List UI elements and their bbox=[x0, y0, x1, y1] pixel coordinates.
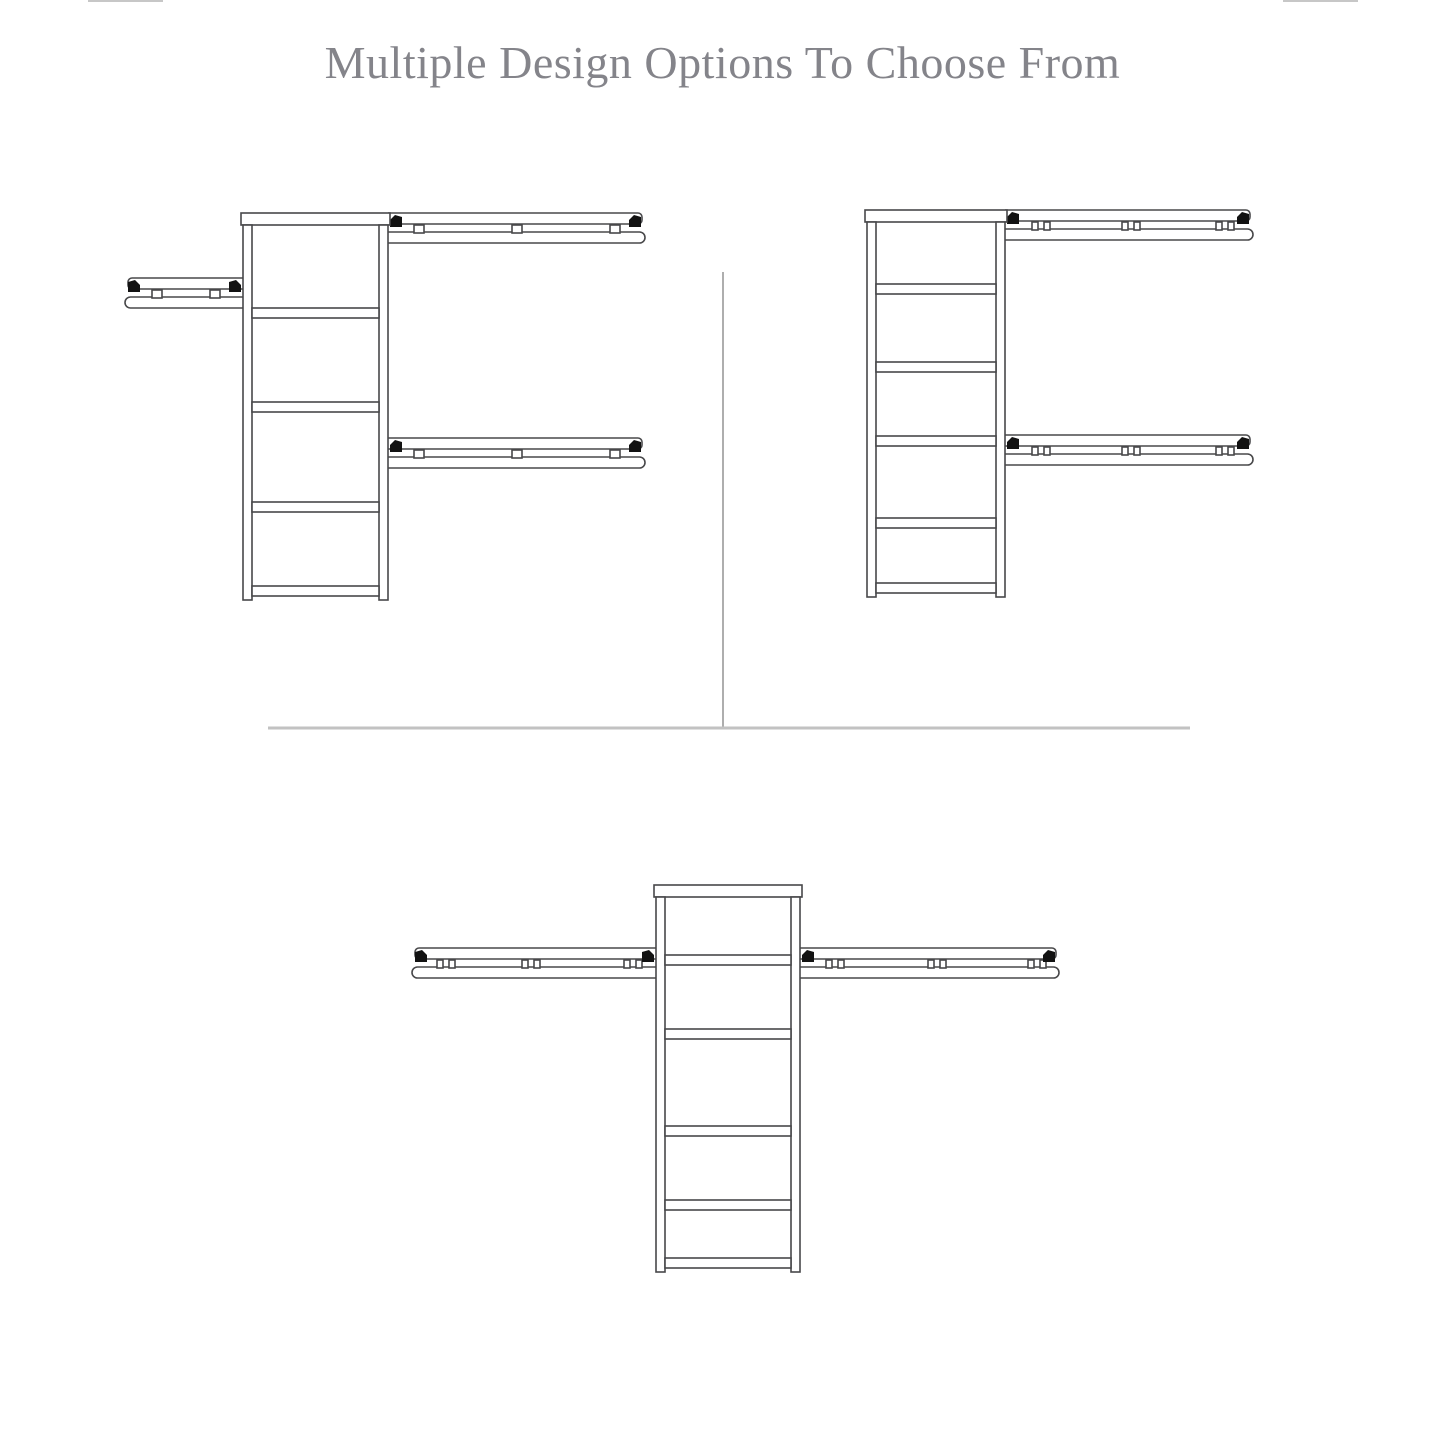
rod-rail bbox=[128, 278, 243, 289]
rod-rail bbox=[415, 948, 656, 959]
rod-rail bbox=[800, 948, 1056, 959]
rod-rail bbox=[1005, 210, 1250, 221]
page-title: Multiple Design Options To Choose From bbox=[324, 37, 1121, 88]
rod-rail bbox=[388, 213, 642, 224]
rod-rail bbox=[388, 438, 642, 449]
design-option-3-drawing bbox=[412, 885, 1059, 1272]
design-option-2-drawing bbox=[865, 210, 1253, 597]
hanging-rod bbox=[125, 297, 243, 308]
design-option-1-drawing bbox=[125, 213, 645, 600]
rod-rail bbox=[1005, 435, 1250, 446]
